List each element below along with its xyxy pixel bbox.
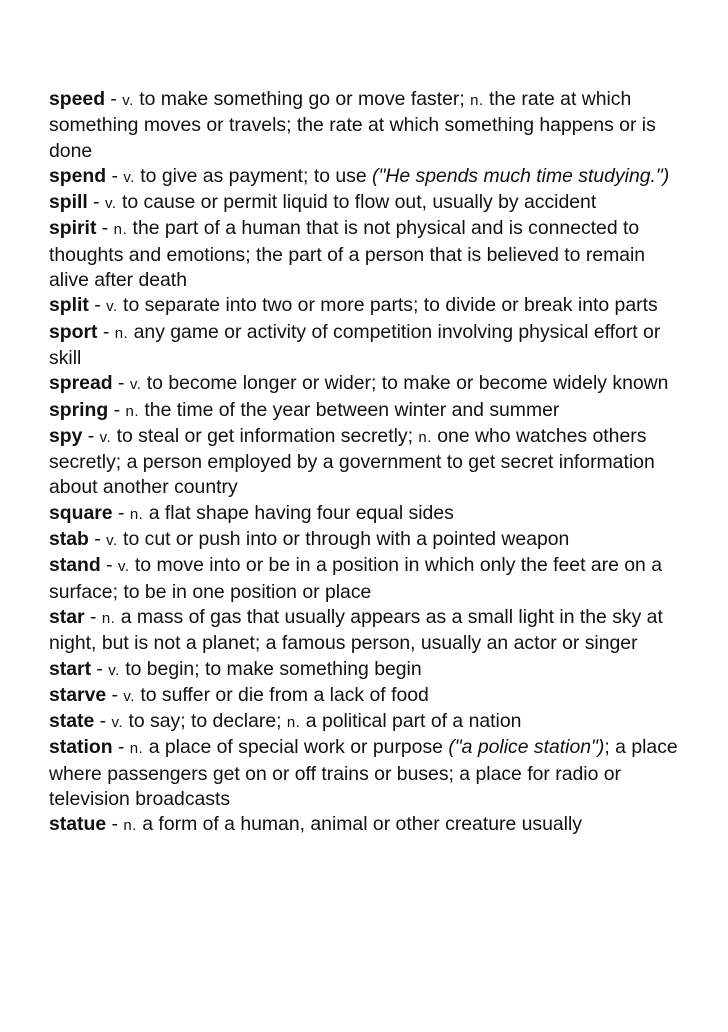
dictionary-entry — [49, 371, 689, 397]
separator: - — [106, 683, 124, 706]
part-of-speech: v. — [111, 714, 124, 732]
definition-text: ; a place where passengers get on or off trains or buses; a place for radio or television broadcasts — [49, 736, 678, 811]
separator: - — [106, 813, 124, 836]
definition-text: to make something go or move faster; — [133, 88, 471, 110]
part-of-speech: v. — [106, 532, 118, 550]
part-of-speech: n. — [418, 428, 432, 446]
part-of-speech: v. — [129, 376, 142, 394]
headword: spread — [49, 372, 113, 395]
part-of-speech: n. — [101, 609, 116, 627]
separator: - — [82, 424, 100, 447]
definition-text: a mass of gas that usually appears as a small light in the sky at night, but is not a planet; a famous person, usually an actor or singer — [49, 605, 663, 655]
definition-text: to become longer or wider; to make or become widely known — [141, 372, 669, 395]
part-of-speech: n. — [125, 402, 140, 420]
definition-text: the time of the year between winter and summer — [139, 398, 560, 421]
headword: station — [49, 736, 113, 759]
part-of-speech: v. — [108, 661, 120, 679]
dictionary-entry — [49, 501, 689, 527]
headword: spend — [49, 164, 107, 187]
definition-text: a flat shape having four equal sides — [143, 501, 454, 524]
separator: - — [91, 657, 109, 680]
part-of-speech: v. — [105, 195, 117, 213]
headword: starve — [49, 683, 107, 706]
headword: spirit — [49, 217, 97, 240]
part-of-speech: v. — [106, 298, 118, 316]
part-of-speech: n. — [123, 817, 137, 835]
part-of-speech: n. — [286, 714, 301, 732]
dictionary-entry — [49, 424, 689, 501]
dictionary-entry — [49, 553, 689, 605]
dictionary-entry — [49, 657, 689, 683]
definition-text: to separate into two or more parts; to divide or break into parts — [117, 294, 658, 317]
definition-text: to steal or get information secretly; — [111, 424, 419, 447]
headword: spring — [49, 398, 109, 421]
definition-text: one who watches others secretly; a person employed by a government to get secret information about another country — [49, 424, 655, 499]
dictionary-entry — [49, 735, 689, 812]
part-of-speech: n. — [129, 740, 144, 758]
separator: - — [100, 554, 118, 577]
dictionary-entry — [49, 683, 689, 709]
dictionary-page — [49, 87, 689, 839]
definition-text: a place of special work or purpose — [143, 736, 449, 759]
definition-text: any game or activity of competition involving physical effort or skill — [49, 320, 661, 369]
separator: - — [84, 605, 102, 628]
part-of-speech: v. — [117, 558, 130, 576]
separator: - — [94, 710, 112, 733]
headword: state — [49, 710, 95, 733]
separator: - — [112, 372, 130, 395]
example-text: ("He spends much time studying.") — [372, 164, 670, 187]
headword: start — [49, 657, 92, 680]
dictionary-entry — [49, 87, 689, 164]
dictionary-entry — [49, 216, 689, 293]
definition-text: to begin; to make something begin — [119, 657, 422, 680]
dictionary-entry — [49, 605, 689, 657]
part-of-speech: v. — [123, 687, 135, 705]
part-of-speech: v. — [123, 168, 135, 186]
dictionary-entry — [49, 293, 689, 319]
definition-text: a political part of a nation — [300, 710, 522, 733]
separator: - — [97, 320, 115, 343]
headword: stand — [49, 554, 101, 577]
dictionary-entry — [49, 812, 689, 838]
headword: star — [49, 605, 85, 628]
definition-text: a form of a human, animal or other creature usually — [136, 813, 582, 836]
headword: stab — [49, 528, 89, 551]
definition-text: the rate at which something moves or travels; the rate at which something happens or is done — [49, 88, 656, 162]
headword: sport — [49, 320, 98, 343]
dictionary-entry — [49, 709, 689, 735]
separator: - — [105, 88, 123, 110]
part-of-speech: n. — [114, 324, 129, 342]
dictionary-entry — [49, 527, 689, 553]
separator: - — [106, 164, 124, 187]
dictionary-entry — [49, 190, 689, 216]
separator: - — [112, 501, 130, 524]
separator: - — [112, 736, 130, 759]
headword: statue — [49, 813, 107, 836]
definition-text: to give as payment; to use — [134, 164, 373, 187]
definition-text: to cause or permit liquid to flow out, usually by accident — [116, 191, 597, 214]
separator: - — [108, 398, 126, 421]
definition-text: the part of a human that is not physical and is connected to thoughts and emotions; the part of a person that is believed to remain alive after death — [49, 217, 646, 292]
headword: spy — [49, 424, 83, 447]
definition-text: to say; to declare; — [123, 710, 287, 733]
part-of-speech: v. — [99, 428, 112, 446]
definition-text: to move into or be in a position in which only the feet are on a surface; to be in one position or place — [49, 554, 663, 603]
headword: spill — [49, 191, 88, 214]
separator: - — [96, 217, 114, 240]
example-text: ("a police station") — [448, 736, 605, 759]
separator: - — [87, 191, 106, 214]
headword: split — [49, 294, 89, 317]
part-of-speech: n. — [113, 221, 128, 239]
headword: speed — [49, 88, 106, 110]
dictionary-entry — [49, 320, 689, 372]
headword: square — [49, 501, 113, 524]
part-of-speech: n. — [470, 92, 484, 109]
dictionary-entry — [49, 164, 689, 190]
definition-text: to cut or push into or through with a pointed weapon — [117, 528, 570, 551]
separator: - — [88, 294, 107, 317]
definition-text: to suffer or die from a lack of food — [134, 683, 429, 706]
dictionary-entry — [49, 398, 689, 424]
separator: - — [88, 528, 107, 551]
part-of-speech: v. — [122, 92, 134, 109]
part-of-speech: n. — [129, 505, 144, 523]
